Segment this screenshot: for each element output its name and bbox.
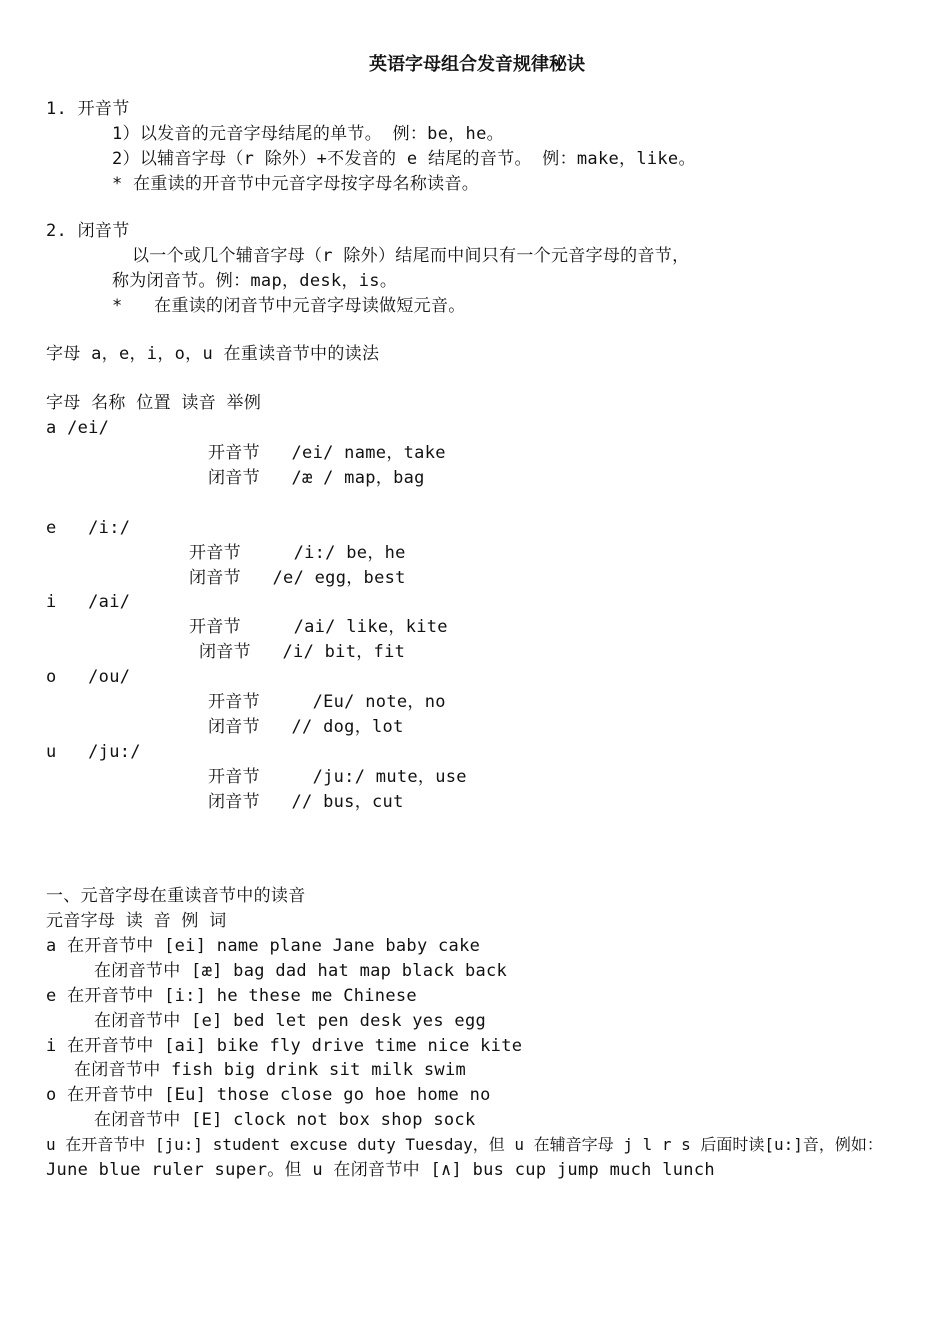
letter-e-name: e /i:/	[46, 518, 131, 538]
section-one-table-header: 元音字母 读 音 例 词	[46, 911, 227, 931]
letter-e-closed: 闭音节 /e/ egg，best	[189, 568, 406, 588]
section-one-line: i 在开音节中 [ai] bike fly drive time nice kite	[46, 1036, 523, 1056]
letter-u-name: u /ju:/	[46, 742, 141, 762]
section-one-line: a 在开音节中 [ei] name plane Jane baby cake	[46, 936, 481, 956]
section-one-line: 在闭音节中 fish big drink sit milk swim	[74, 1060, 467, 1080]
section-one-line: 在闭音节中 [æ] bag dad hat map black back	[94, 961, 508, 981]
closed-syllable-heading: 2. 闭音节	[46, 221, 130, 241]
letter-i-closed: 闭音节 /i/ bit，fit	[199, 642, 406, 662]
open-syllable-note: * 在重读的开音节中元音字母按字母名称读音。	[112, 174, 480, 194]
open-syllable-rule-2: 2）以辅音字母（r 除外）+不发音的 e 结尾的音节。 例：make，like。	[112, 149, 696, 169]
section-one-line: June blue ruler super。但 u 在闭音节中 [∧] bus cup jump much lunch	[46, 1160, 715, 1180]
letter-a-name: a /ei/	[46, 418, 110, 438]
letter-e-open: 开音节 /i:/ be，he	[189, 543, 406, 563]
letter-o-open: 开音节 /Eu/ note，no	[208, 692, 446, 712]
open-syllable-rule-1: 1）以发音的元音字母结尾的单节。 例：be，he。	[112, 124, 504, 144]
section-one-heading: 一、元音字母在重读音节中的读音	[46, 886, 306, 906]
closed-syllable-definition-1: 以一个或几个辅音字母（r 除外）结尾而中间只有一个元音字母的音节，	[132, 246, 690, 266]
section-one-line: u 在开音节中 [ju:] student excuse duty Tuesday，但 u 在辅音字母 j l r s 后面时读[u:]音，例如：	[46, 1135, 883, 1154]
closed-syllable-definition-2: 称为闭音节。例：map，desk，is。	[112, 271, 398, 291]
section-one-line: e 在开音节中 [i:] he these me Chinese	[46, 986, 417, 1006]
letter-u-closed: 闭音节 // bus，cut	[208, 792, 404, 812]
section-one-line: 在闭音节中 [e] bed let pen desk yes egg	[94, 1011, 487, 1031]
letters-intro: 字母 a，e，i，o，u 在重读音节中的读法	[46, 344, 380, 364]
section-one-line: 在闭音节中 [E] clock not box shop sock	[94, 1110, 476, 1130]
letter-a-closed: 闭音节 /æ / map，bag	[208, 468, 425, 488]
letters-table-header: 字母 名称 位置 读音 举例	[46, 393, 262, 413]
letter-o-name: o /ou/	[46, 667, 131, 687]
closed-syllable-note: * 在重读的闭音节中元音字母读做短元音。	[112, 296, 466, 316]
letter-o-closed: 闭音节 // dog，lot	[208, 717, 404, 737]
letter-a-open: 开音节 /ei/ name，take	[208, 443, 446, 463]
section-one-line: o 在开音节中 [Eu] those close go hoe home no	[46, 1085, 491, 1105]
letter-i-name: i /ai/	[46, 592, 131, 612]
document-title: 英语字母组合发音规律秘诀	[369, 54, 585, 75]
open-syllable-heading: 1. 开音节	[46, 99, 130, 119]
letter-u-open: 开音节 /ju:/ mute，use	[208, 767, 467, 787]
letter-i-open: 开音节 /ai/ like，kite	[189, 617, 448, 637]
